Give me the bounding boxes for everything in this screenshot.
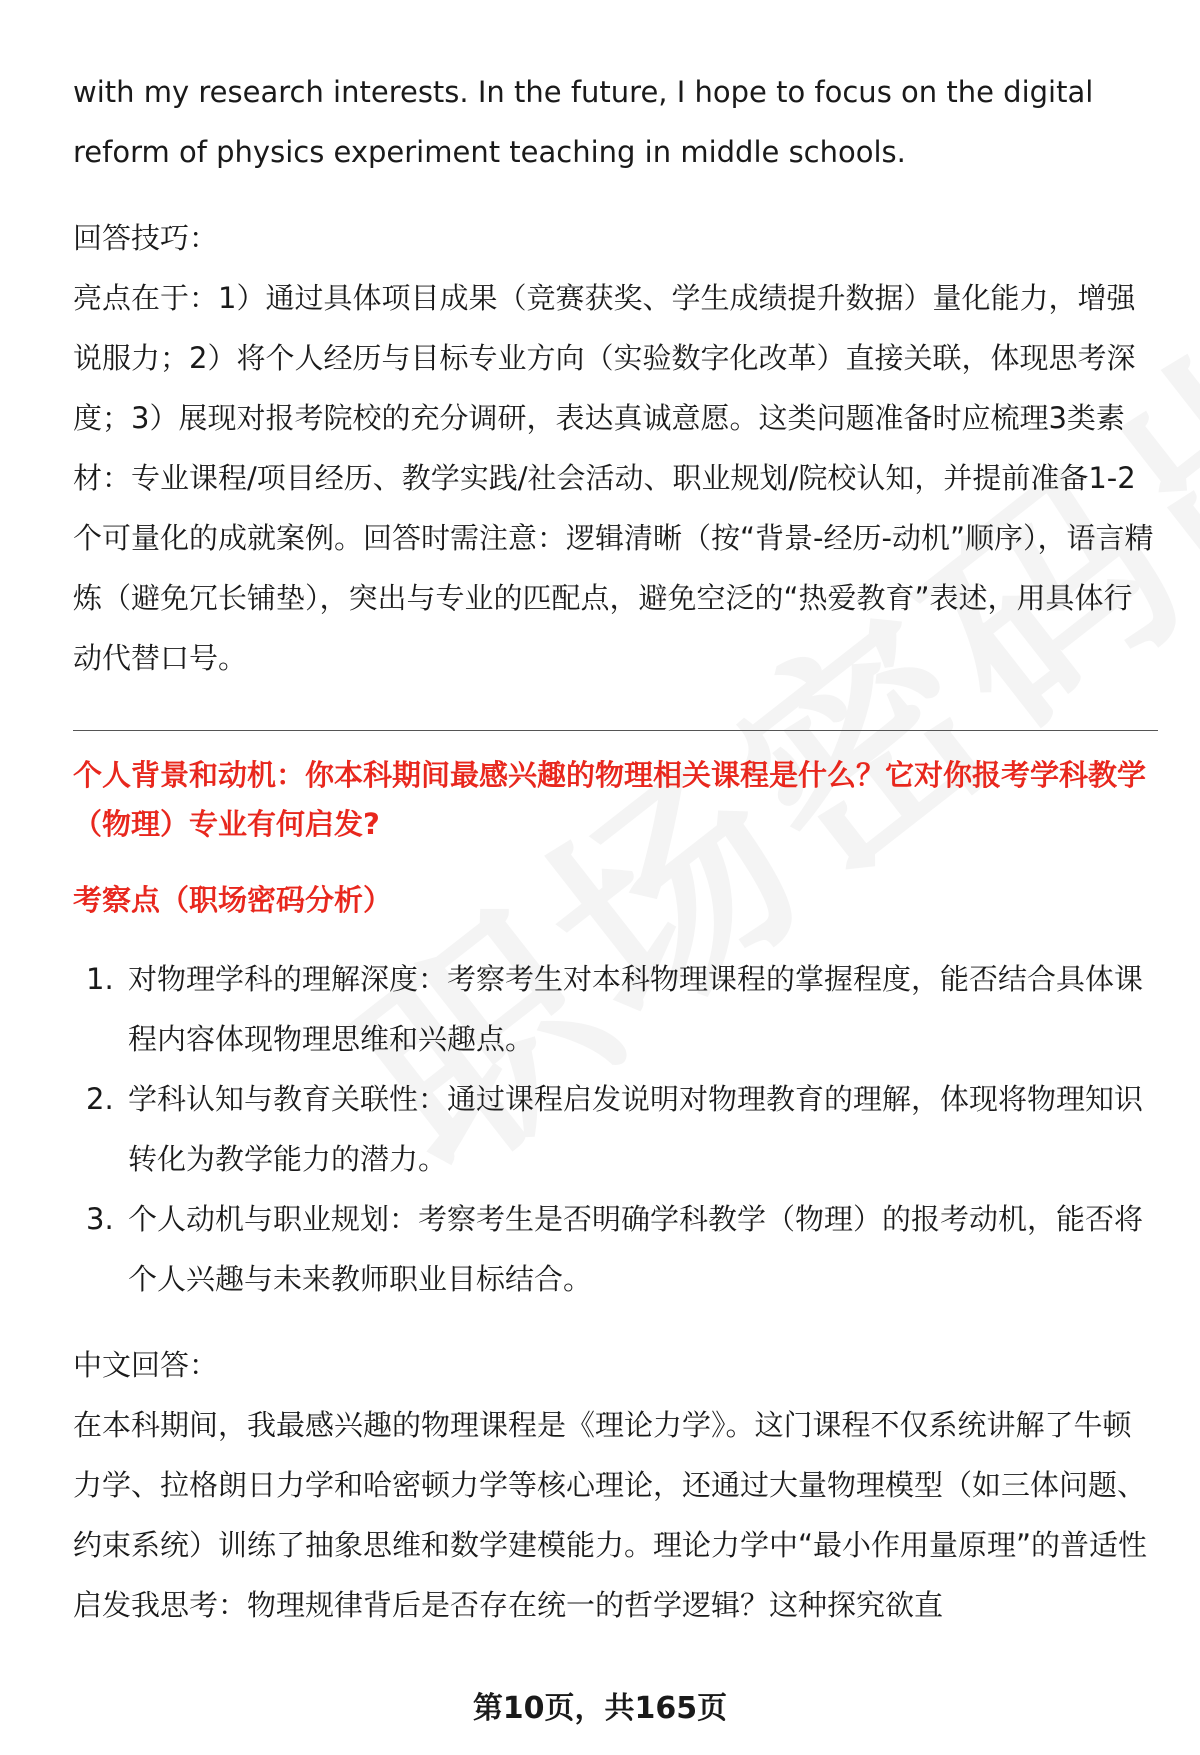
tips-paragraph: 亮点在于：1）通过具体项目成果（竞赛获奖、学生成绩提升数据）量化能力，增强说服力；2）将个人经历与目标专业方向（实验数字化改革）直接关联，体现思考深度；3）展现对报考院校的充分调研，表达真诚意愿。这类问题准备时应梳理3类素材：专业课程/项目经历、教学实践/社会活动、职业规划/院校认知，并提前准备1-2个可量化的成就案例。回答时需注意：逻辑清晰（按“背景-经历-动机”顺序），语言精炼（避免冗长铺垫），突出与专业的匹配点，避免空泛的“热爱教育”表述，用具体行动代替口号。 [73,281,1154,675]
page-content [73,62,1158,1635]
list-item [73,1069,1158,1189]
list-item-number: 3. [86,1202,114,1236]
tips-heading: 回答技巧： [73,221,219,255]
answer-heading: 中文回答： [73,1348,219,1382]
page-number-footer: 第10页，共165页 [472,1691,728,1726]
list-item-number: 1. [86,962,114,996]
question-title: 个人背景和动机：你本科期间最感兴趣的物理相关课程是什么？它对你报考学科教学（物理）专业有何启发? [73,758,1147,841]
list-item [73,1189,1158,1309]
section-divider [73,730,1158,731]
focus-points-list [73,949,1158,1309]
list-item-number: 2. [86,1082,114,1116]
list-item [73,949,1158,1069]
answer-paragraph: 在本科期间，我最感兴趣的物理课程是《理论力学》。这门课程不仅系统讲解了牛顿力学、拉格朗日力学和哈密顿力学等核心理论，还通过大量物理模型（如三体问题、约束系统）训练了抽象思维和数学建模能力。理论力学中“最小作用量原理”的普适性启发我思考：物理规律背后是否存在统一的哲学逻辑？这种探究欲直 [73,1408,1148,1622]
list-item-text: 学科认知与教育关联性：通过课程启发说明对物理教育的理解，体现将物理知识转化为教学能力的潜力。 [128,1082,1144,1176]
focus-heading: 考察点（职场密码分析） [73,883,393,917]
list-item-text: 对物理学科的理解深度：考察考生对本科物理课程的掌握程度，能否结合具体课程内容体现物理思维和兴趣点。 [128,962,1144,1056]
list-item-text: 个人动机与职业规划：考察考生是否明确学科教学（物理）的报考动机，能否将个人兴趣与未来教师职业目标结合。 [128,1202,1144,1296]
intro-continued-paragraph: with my research interests. In the future, I hope to focus on the digital reform of physics experiment teaching in middle schools. [73,75,1094,169]
